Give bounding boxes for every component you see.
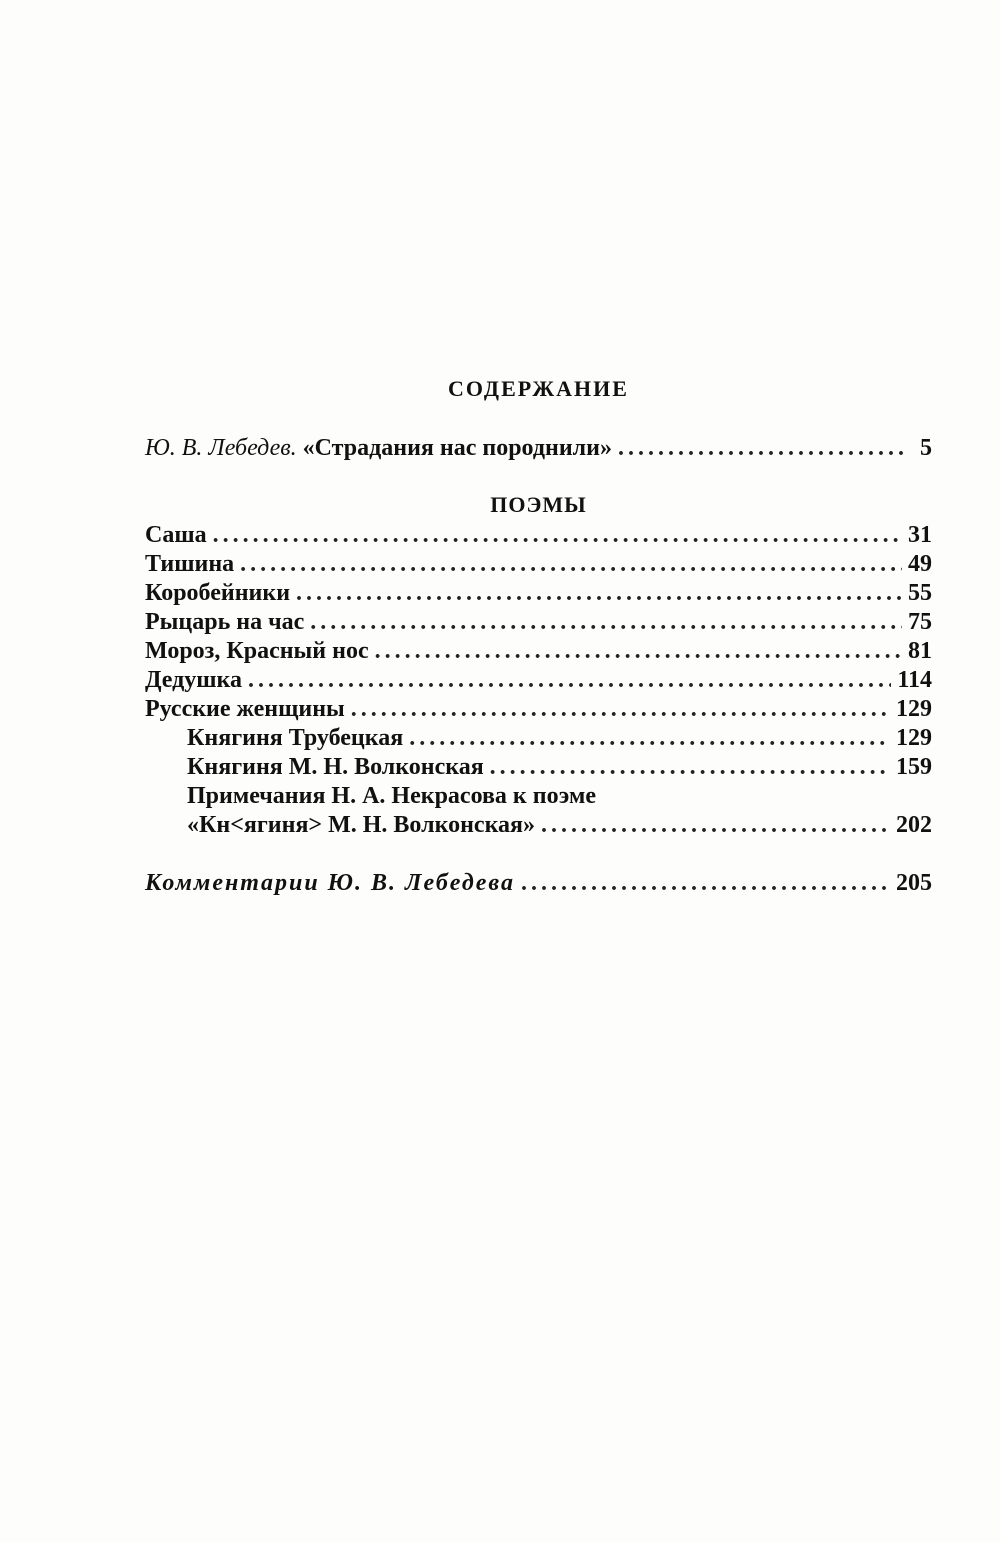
toc-entry (145, 520, 932, 550)
toc-entry-page: 49 (908, 551, 932, 577)
toc-entry (145, 578, 932, 608)
toc-entry-title (145, 433, 612, 463)
toc-entry-intro (145, 433, 932, 463)
leader-dots (248, 665, 891, 695)
toc-entry-title: Рыцарь на час (145, 609, 305, 635)
intro-title: «Страдания нас породнили» (302, 435, 612, 461)
intro-author: Ю. В. Лебедев. (145, 435, 297, 461)
toc-entry-page: 114 (897, 667, 932, 693)
toc-entry (145, 665, 932, 695)
leader-dots (521, 868, 890, 898)
toc-entry (145, 636, 932, 666)
leader-dots (351, 694, 890, 724)
toc-entry-comments (145, 868, 932, 898)
toc-entry-page: 81 (908, 638, 932, 664)
toc-entry-page: 55 (908, 580, 932, 606)
toc-entry-title: «Кн<ягиня> М. Н. Волконская» (187, 812, 536, 838)
toc-subentry-notes (187, 810, 932, 840)
toc-entry-title: Мороз, Красный нос (145, 638, 369, 664)
leader-dots (310, 607, 902, 637)
leader-dots (296, 578, 902, 608)
toc-entry (145, 607, 932, 637)
toc-subentry (187, 752, 932, 782)
notes-line-1: Примечания Н. А. Некрасова к поэме (187, 783, 597, 809)
toc-entry-title: Коробейники (145, 580, 291, 606)
toc-entry-title: Тишина (145, 551, 235, 577)
toc-entry-page: 159 (896, 754, 932, 780)
toc-entry-page: 129 (896, 696, 932, 722)
section-heading-poems: ПОЭМЫ (490, 492, 587, 517)
toc-entry-page: 31 (908, 522, 932, 548)
leader-dots (409, 723, 890, 753)
leader-dots (541, 810, 890, 840)
toc-entry-title: Саша (145, 522, 207, 548)
leader-dots (490, 752, 890, 782)
leader-dots (213, 520, 902, 550)
toc-subentry (187, 723, 932, 753)
toc-entry-title: Княгиня М. Н. Волконская (187, 754, 484, 780)
toc-entry-title: Княгиня Трубецкая (187, 725, 404, 751)
toc-entry-title: Дедушка (145, 667, 243, 693)
toc-entry-page: 129 (896, 725, 932, 751)
toc-heading: СОДЕРЖАНИЕ (448, 376, 629, 401)
toc-entry (145, 694, 932, 724)
toc-entry-page: 205 (896, 870, 932, 896)
leader-dots (240, 549, 902, 579)
toc-entry-page: 75 (908, 609, 932, 635)
leader-dots (375, 636, 902, 666)
toc-entry-page: 202 (896, 812, 932, 838)
toc-entry (145, 549, 932, 579)
toc-entry-title: Русские женщины (145, 696, 345, 722)
toc-entry-title: Комментарии Ю. В. Лебедева (145, 870, 515, 896)
toc-entry-page: 5 (920, 435, 932, 461)
leader-dots (618, 433, 906, 463)
